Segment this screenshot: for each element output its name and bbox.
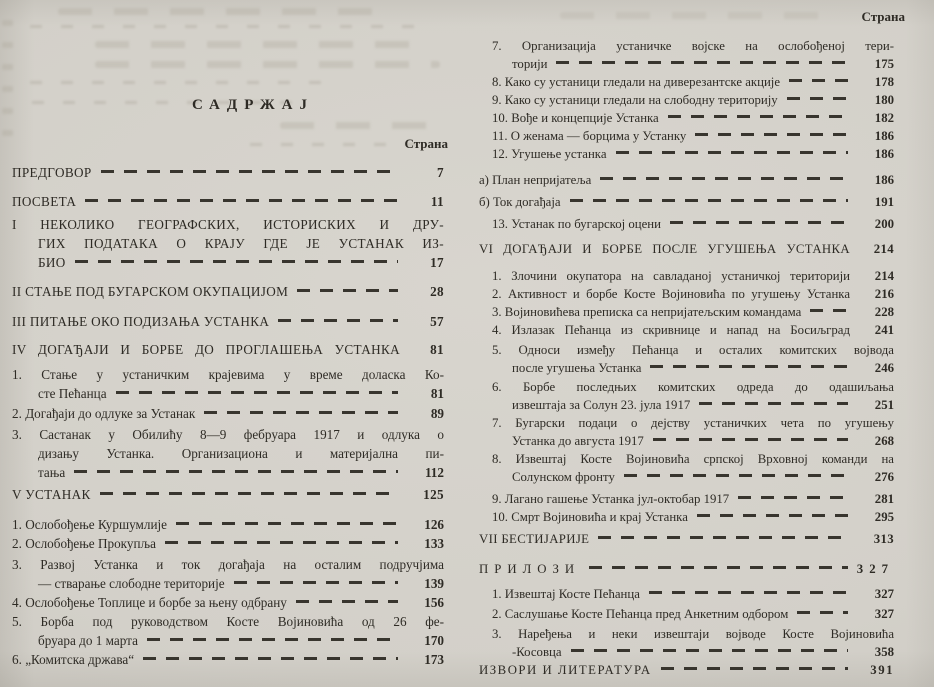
dash-leader xyxy=(600,177,848,180)
toc-line: 13. Устанак по бугарској оцени xyxy=(492,217,661,231)
toc-entry xyxy=(492,303,894,321)
toc-entry xyxy=(479,530,894,548)
toc-entry xyxy=(492,490,894,508)
page-column-label-left: Страна xyxy=(404,136,448,151)
toc-line: 11. О женама — борцима у Устанку xyxy=(492,129,687,143)
toc-line: извештаја за Солун 23. јула 1917 xyxy=(512,398,691,412)
page-number: 173 xyxy=(424,652,444,667)
toc-entry xyxy=(492,450,894,486)
page-number: 112 xyxy=(424,465,444,480)
dash-leader xyxy=(653,438,848,441)
toc-line: сте Пећанца xyxy=(38,386,107,401)
toc-line: 3. Састанак у Обилићу 8—9 фебруара 1917 и одлука о xyxy=(12,427,444,442)
toc-line: 4. Излазак Пећанца из скривнице и напад на Босиљград xyxy=(492,323,850,337)
page-number: 216 xyxy=(874,287,894,301)
dash-leader xyxy=(661,667,848,670)
toc-entry xyxy=(479,193,894,211)
toc-line: 7. Организација устаничке војске на ослобођеној тери- xyxy=(492,39,894,53)
toc-entry xyxy=(479,661,894,679)
dash-leader xyxy=(176,522,398,525)
toc-entry xyxy=(12,485,444,504)
toc-entry xyxy=(492,215,894,233)
toc-line: БИО xyxy=(38,255,66,270)
page-number: 81 xyxy=(430,342,444,357)
dash-leader xyxy=(296,600,398,603)
page-number: 391 xyxy=(870,663,894,677)
toc-entry xyxy=(12,515,444,534)
toc-line: 3. Наређења и неки извештаји војводе Косте Војиновића xyxy=(492,627,894,641)
toc-entry xyxy=(492,508,894,526)
page-number: 7 xyxy=(437,165,444,180)
dash-leader xyxy=(165,541,398,544)
page-number: 295 xyxy=(874,510,894,524)
page-number: 313 xyxy=(873,532,894,546)
toc-entry xyxy=(492,145,894,163)
dash-leader xyxy=(234,581,398,584)
toc-line: 3. Војиновићева преписка са непријатељским командама xyxy=(492,305,802,319)
toc-line: 2. Ослобођење Прокупља xyxy=(12,536,156,551)
toc-line: торији xyxy=(512,57,548,71)
dash-leader xyxy=(670,221,848,224)
dash-leader xyxy=(787,97,848,100)
toc-line: 12. Угушење устанка xyxy=(492,147,607,161)
toc-line: ПРЕДГОВОР xyxy=(12,165,92,180)
toc-entry xyxy=(479,560,894,578)
toc-entry xyxy=(12,534,444,553)
page-number: 251 xyxy=(874,398,894,412)
toc-entry xyxy=(479,240,894,258)
toc-entry xyxy=(12,340,444,359)
dash-leader xyxy=(624,474,848,477)
page-number: 180 xyxy=(874,93,894,107)
toc-entry xyxy=(492,585,894,603)
toc-entry xyxy=(492,605,894,623)
toc-line: 10. Вође и концепције Устанка xyxy=(492,111,659,125)
page-number: 268 xyxy=(874,434,894,448)
toc-line: I НЕКОЛИКО ГЕОГРАФСКИХ, ИСТОРИСКИХ И ДРУ- xyxy=(12,217,444,232)
dash-leader xyxy=(810,309,848,312)
toc-line: Солунском фронту xyxy=(512,470,615,484)
dash-leader xyxy=(649,591,848,594)
dash-leader xyxy=(697,514,848,517)
right-column xyxy=(479,0,905,679)
toc-entry xyxy=(479,171,894,189)
toc-entry xyxy=(12,593,444,612)
toc-line: 2. Активност и борбе Косте Војиновића по угушењу Устанка xyxy=(492,287,850,301)
toc-entry xyxy=(492,341,894,377)
toc-line: IV ДОГАЂАЈИ И БОРБЕ ДО ПРОГЛАШЕЊА УСТАНКА xyxy=(12,342,400,357)
toc-line: 8. Извештај Косте Војиновића српској Врховној команди на xyxy=(492,452,894,466)
page-number: 191 xyxy=(874,195,894,209)
toc-line: — стварање слободне територије xyxy=(38,576,225,591)
dash-leader xyxy=(556,61,848,64)
dash-leader xyxy=(204,411,398,414)
page-number: 170 xyxy=(424,633,444,648)
dash-leader xyxy=(650,365,848,368)
page-number: 214 xyxy=(874,269,894,283)
toc-line: 1. Стање у устаничким крајевима у време доласка Ко- xyxy=(12,367,444,382)
page-column-label-right: Страна xyxy=(861,9,905,24)
toc-entry xyxy=(492,109,894,127)
page-number: 28 xyxy=(430,284,444,299)
toc-line: -Косовца xyxy=(512,645,562,659)
dash-leader xyxy=(571,649,848,652)
page-number: 200 xyxy=(874,217,894,231)
toc-line: 5. Борба под руководством Косте Војиновића од 26 фе- xyxy=(12,614,444,629)
page-number: 125 xyxy=(423,487,444,502)
dash-leader xyxy=(100,492,398,495)
page-number: 327 xyxy=(874,607,894,621)
dash-leader xyxy=(297,289,398,292)
toc-line: 2. Догађаји до одлуке за Устанак xyxy=(12,406,196,421)
page-number: 327 xyxy=(874,587,894,601)
toc-line: II СТАЊЕ ПОД БУГАРСКОМ ОКУПАЦИЈОМ xyxy=(12,284,289,299)
toc-entry xyxy=(12,404,444,423)
toc-line: 1. Извештај Косте Пећанца xyxy=(492,587,640,601)
toc-line: дизању Устанка. Организациона и материјална пи- xyxy=(38,446,444,461)
toc-line: 6. Борбе последњих комитских одреда до одашиљања xyxy=(492,380,894,394)
dash-leader xyxy=(278,319,398,322)
page-number: 178 xyxy=(874,75,894,89)
toc-line: б) Ток догађаја xyxy=(479,195,561,209)
toc-entry xyxy=(492,285,894,303)
dash-leader xyxy=(101,170,398,173)
dash-leader xyxy=(147,638,398,641)
page-number: 228 xyxy=(874,305,894,319)
page-number: 281 xyxy=(874,492,894,506)
page-number: 186 xyxy=(874,147,894,161)
page-number: 126 xyxy=(424,517,444,532)
page-number: 139 xyxy=(424,576,444,591)
toc-entry xyxy=(492,73,894,91)
dash-leader xyxy=(570,199,848,202)
toc-line: 9. Лагано гашење Устанка јул-октобар 1917 xyxy=(492,492,730,506)
toc-entry xyxy=(12,312,444,331)
page-number: 246 xyxy=(874,361,894,375)
toc-entry xyxy=(12,192,444,211)
toc-line: 9. Како су устаници гледали на слободну територију xyxy=(492,93,778,107)
dash-leader xyxy=(699,402,848,405)
toc-line: 4. Ослобођење Топлице и борбе за њену одбрану xyxy=(12,595,287,610)
toc-line: ГИХ ПОДАТАКА О КРАЈУ ГДЕ ЈЕ УСТАНАК ИЗ- xyxy=(38,236,444,251)
toc-entry xyxy=(12,163,444,182)
dash-leader xyxy=(116,391,398,394)
page-number: 186 xyxy=(874,173,894,187)
toc-line: VI ДОГАЂАЈИ И БОРБЕ ПОСЛЕ УГУШЕЊА УСТАНКА xyxy=(479,242,850,256)
toc-entry xyxy=(492,321,894,339)
page-number: 81 xyxy=(430,386,444,401)
toc-line: V УСТАНАК xyxy=(12,487,91,502)
toc-entry xyxy=(12,282,444,301)
toc-line: 1. Ослобођење Куршумлије xyxy=(12,517,168,532)
toc-line: 3. Развој Устанка и ток догађаја на осталим подручјима xyxy=(12,557,444,572)
dash-leader xyxy=(74,470,398,473)
toc-entry xyxy=(492,625,894,661)
page-number: 241 xyxy=(874,323,894,337)
left-column xyxy=(12,0,448,669)
toc-entry xyxy=(12,555,444,593)
page-number: 186 xyxy=(874,129,894,143)
toc-entry xyxy=(492,414,894,450)
toc-entry xyxy=(12,425,444,482)
toc-entry xyxy=(492,91,894,109)
toc-line: VII БЕСТИЈАРИЈЕ xyxy=(479,532,590,546)
toc-line: 8. Како су устаници гледали на диверезантске акције xyxy=(492,75,781,89)
page-number: 182 xyxy=(874,111,894,125)
toc-entry xyxy=(492,127,894,145)
toc-line: 6. „Комитска држава“ xyxy=(12,652,135,667)
toc-entry xyxy=(12,365,444,403)
page-number: 214 xyxy=(873,242,894,256)
dash-leader xyxy=(616,151,848,154)
toc-entry xyxy=(492,267,894,285)
toc-line: а) План непријатеља xyxy=(479,173,592,187)
toc-line: ПРИЛОЗИ xyxy=(479,562,581,576)
toc-entry xyxy=(12,215,444,272)
toc-entry xyxy=(12,650,444,669)
dash-leader xyxy=(797,611,848,614)
dash-leader xyxy=(143,657,398,660)
page-number: 17 xyxy=(430,255,444,270)
toc-line: 5. Односи између Пећанца и осталих комитских војвода xyxy=(492,343,894,357)
dash-leader xyxy=(695,133,848,136)
page-number: 57 xyxy=(430,314,444,329)
dash-leader xyxy=(75,260,398,263)
toc-entry xyxy=(12,612,444,650)
toc-line: 2. Саслушање Косте Пећанца пред Анкетним одбором xyxy=(492,607,789,621)
toc-line: 10. Смрт Војиновића и крај Устанка xyxy=(492,510,688,524)
dash-leader xyxy=(668,115,848,118)
page-number: 175 xyxy=(874,57,894,71)
dash-leader xyxy=(589,566,848,569)
toc-line: 1. Злочини окупатора на савладаној устаничкој територији xyxy=(492,269,850,283)
page-number: 327 xyxy=(856,562,894,576)
page-number: 156 xyxy=(424,595,444,610)
toc-entry xyxy=(492,378,894,414)
dash-leader xyxy=(598,536,848,539)
toc-line: после угушења Устанка xyxy=(512,361,642,375)
toc-line: ПОСВЕТА xyxy=(12,194,77,209)
dash-leader xyxy=(738,496,848,499)
contents-title: САДРЖАЈ xyxy=(191,97,315,113)
toc-line: 7. Бугарски подаци о дејству устаничких чета по угушењу xyxy=(492,416,894,430)
page-number: 276 xyxy=(874,470,894,484)
page-number: 11 xyxy=(430,194,444,209)
toc-line: тања xyxy=(38,465,66,480)
page-number: 89 xyxy=(430,406,444,421)
toc-line: бруара до 1 марта xyxy=(38,633,138,648)
toc-line: ИЗВОРИ И ЛИТЕРАТУРА xyxy=(479,663,652,677)
toc-entry xyxy=(492,37,894,73)
page-number: 133 xyxy=(424,536,444,551)
toc-line: III ПИТАЊЕ ОКО ПОДИЗАЊА УСТАНКА xyxy=(12,314,270,329)
page-number: 358 xyxy=(874,645,894,659)
toc-line: Устанка до августа 1917 xyxy=(512,434,644,448)
dash-leader xyxy=(789,79,848,82)
dash-leader xyxy=(85,199,398,202)
